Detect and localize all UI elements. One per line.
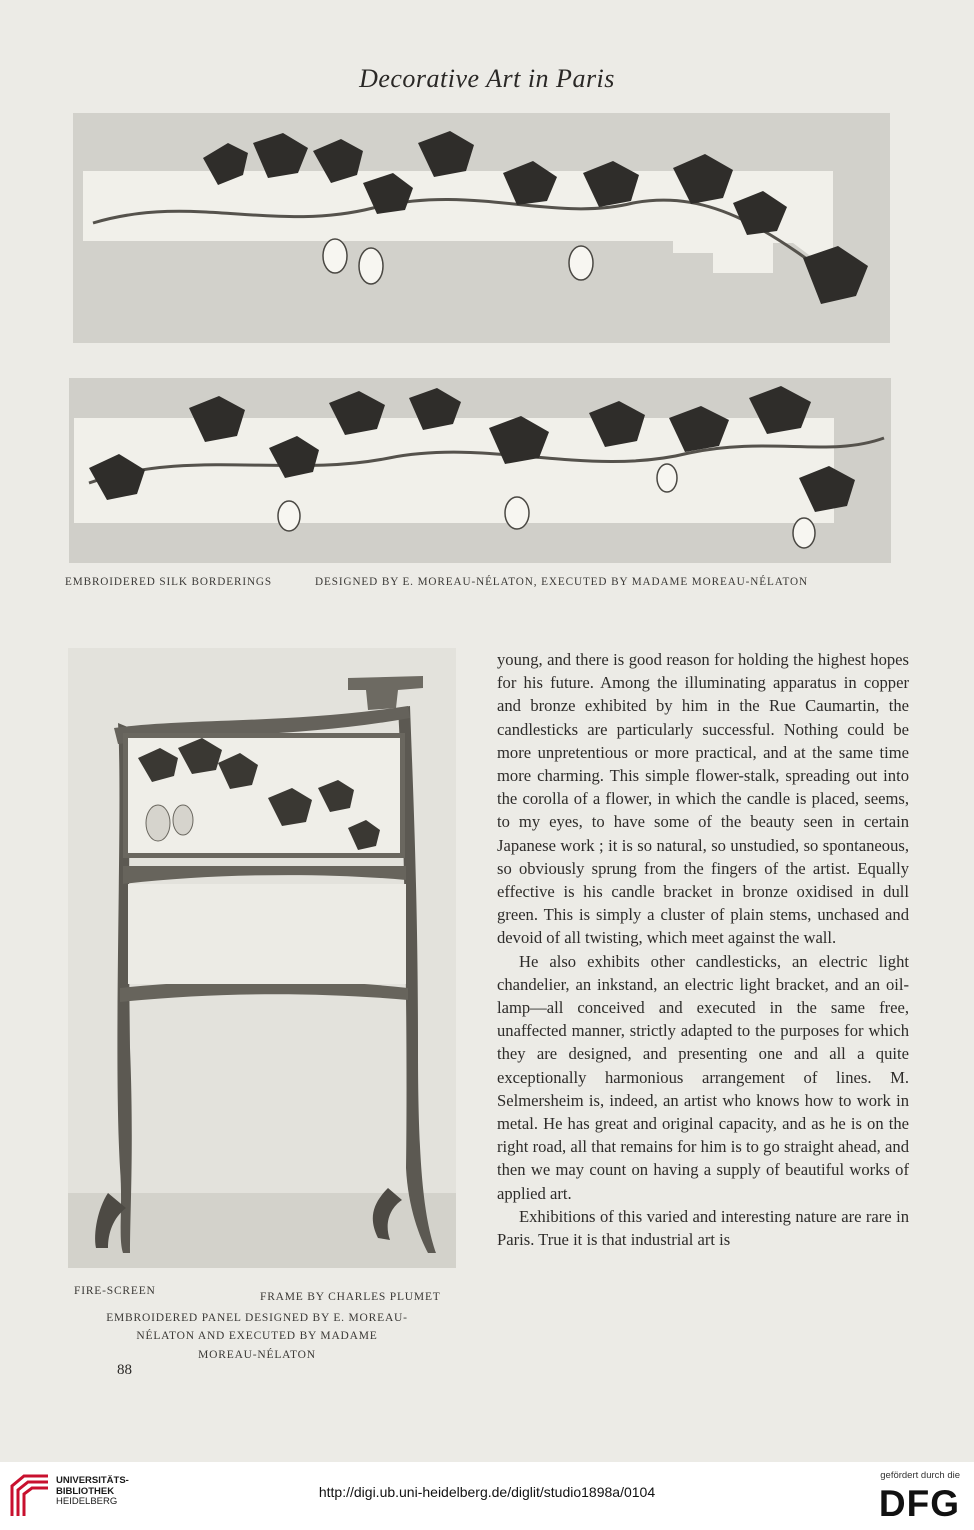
funded-by-label: gefördert durch die — [880, 1470, 960, 1481]
figure-caption-frame-credit: FRAME BY CHARLES PLUMET — [260, 1291, 441, 1303]
library-name-line: UNIVERSITÄTS- — [56, 1475, 129, 1486]
plates-caption-right: DESIGNED BY E. MOREAU-NÉLATON, EXECUTED BY MADAME MOREAU-NÉLATON — [315, 576, 808, 588]
figure-caption — [72, 1282, 462, 1364]
source-url-link[interactable]: http://digi.ub.uni-heidelberg.de/diglit/studio1898a/0104 — [318, 1484, 656, 1500]
plates-caption — [65, 576, 905, 588]
vine-embroidery-illustration — [69, 378, 891, 563]
body-text — [497, 648, 909, 1251]
dfg-logo: DFG — [878, 1483, 960, 1524]
figure-caption-line: NÉLATON AND EXECUTED BY MADAME — [136, 1330, 378, 1342]
running-head: Decorative Art in Paris — [359, 64, 615, 93]
paragraph: Exhibitions of this varied and interesting nature are rare in Paris. True it is that industrial art is — [497, 1206, 909, 1250]
embroidered-bordering-top-plate — [73, 113, 890, 343]
fire-screen-photo — [68, 648, 456, 1268]
paragraph: He also exhibits other candlesticks, an electric light chandelier, an inkstand, an electric light bracket, and an oil-lamp—all conceived and executed in the same free, unaffected manner, strictly adapted to the purposes for which they are designed, and presenting one and all a quite exceptionally harmonious arrangement of lines. M. Selmersheim is, indeed, an artist who knows how to work in metal. He has great and original capacity, and as he is on the right road, all that remains for him is to go straight ahead, and then we may count on having a supply of beautiful works of applied art. — [497, 951, 909, 1203]
embroidered-bordering-bottom-plate — [69, 378, 891, 563]
figure-caption-line: EMBROIDERED PANEL DESIGNED BY E. MOREAU- — [106, 1311, 408, 1324]
fire-screen-illustration — [68, 648, 456, 1268]
vine-embroidery-illustration — [73, 113, 890, 343]
library-name-line: HEIDELBERG — [56, 1496, 118, 1507]
library-name-line: BIBLIOTHEK — [56, 1485, 115, 1497]
digitization-footer — [0, 1462, 974, 1530]
figure-caption-line: MOREAU-NÉLATON — [198, 1348, 316, 1361]
plates-caption-left: EMBROIDERED SILK BORDERINGS — [65, 576, 273, 588]
figure-caption-title: FIRE-SCREEN — [74, 1285, 156, 1297]
paragraph: young, and there is good reason for holding the highest hopes for his future. Among the illuminating apparatus in copper and bronze exhibited by him in the Rue Caumartin, the candlesticks are particularly successful. Nothing could be more unpretentious or more practical, and at the same time more charming. This simple flower-stalk, spreading out into the corolla of a flower, in which the candle is placed, seems, to my eyes, to have some of the beauty seen in certain Japanese work ; it is so natural, so unstudied, so spontaneous, so obviously sprung from the fingers of the artist. Equally effective is his candle bracket in bronze oxidised in dull green. This is simply a cluster of plain stems, unchased and devoid of all twisting, which meet against the wall. — [497, 650, 909, 948]
page-number: 88 — [117, 1362, 132, 1378]
